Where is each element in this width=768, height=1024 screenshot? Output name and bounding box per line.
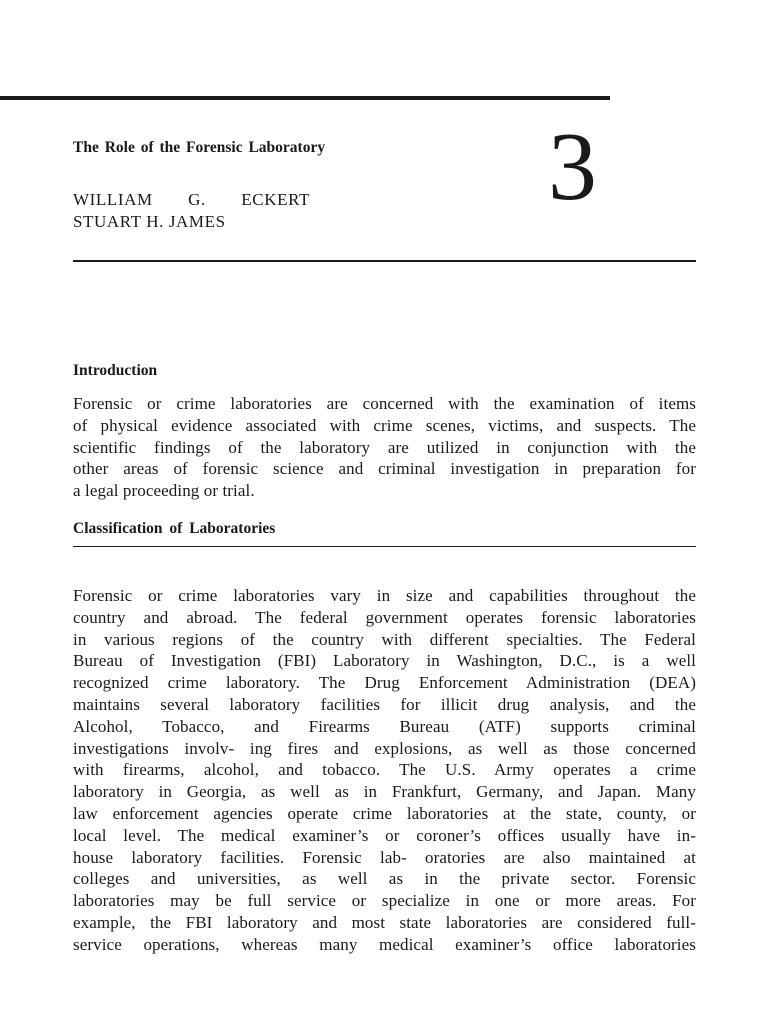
title-block-rule (73, 260, 696, 262)
paragraph-line: example, the FBI laboratory and most state laboratories are considered full- (73, 912, 696, 932)
paragraph-line: in various regions of the country with different specialties. The Federal (73, 629, 696, 649)
paragraph-line: colleges and universities, as well as in the private sector. Forensic (73, 869, 696, 889)
paragraph-line: Bureau of Investigation (FBI) Laboratory in Washington, D.C., is a well (73, 651, 696, 671)
paragraph-line: Alcohol, Tobacco, and Firearms Bureau (ATF) supports criminal (73, 716, 696, 736)
paragraph-line: service operations, whereas many medical examiner’s office laboratories (73, 934, 696, 954)
chapter-authors: WILLIAM G. ECKERT STUART H. JAMES (73, 190, 310, 231)
paragraph-line: local level. The medical examiner’s or coroner’s offices usually have in- (73, 825, 696, 845)
paragraph-line: investigations involv- ing fires and explosions, as well as those concerned (73, 738, 696, 758)
paragraph-line: with firearms, alcohol, and tobacco. The U.S. Army operates a crime (73, 760, 696, 780)
paragraph-line: maintains several laboratory facilities for illicit drug analysis, and the (73, 694, 696, 714)
paragraph-line: laboratory in Georgia, as well as in Frankfurt, Germany, and Japan. Many (73, 782, 696, 802)
classification-paragraph (73, 585, 696, 956)
paragraph-line: law enforcement agencies operate crime laboratories at the state, county, or (73, 803, 696, 823)
paragraph-line: house laboratory facilities. Forensic lab- oratories are also maintained at (73, 847, 696, 867)
paragraph-line: Forensic or crime laboratories vary in size and capabilities throughout the (73, 586, 696, 605)
paragraph-line: country and abroad. The federal government operates forensic laboratories (73, 607, 696, 627)
paragraph-line: other areas of forensic science and criminal investigation in preparation for (73, 459, 696, 479)
chapter-number: 3 (548, 113, 597, 221)
chapter-title: The Role of the Forensic Laboratory (73, 139, 326, 156)
classification-heading: Classification of Laboratories (73, 520, 276, 537)
introduction-paragraph (73, 393, 696, 502)
paragraph-line: recognized crime laboratory. The Drug Enforcement Administration (DEA) (73, 673, 696, 693)
paragraph-line: Forensic or crime laboratories are concerned with the examination of items (73, 394, 696, 413)
section-rule (73, 546, 696, 547)
paragraph-line: a legal proceeding or trial. (73, 481, 255, 501)
paragraph-line: of physical evidence associated with crime scenes, victims, and suspects. The (73, 415, 696, 435)
paragraph-line: scientific findings of the laboratory are utilized in conjunction with the (73, 437, 696, 457)
header-rule (0, 96, 610, 100)
introduction-heading: Introduction (73, 362, 158, 379)
paragraph-line: laboratories may be full service or specialize in one or more areas. For (73, 891, 696, 911)
